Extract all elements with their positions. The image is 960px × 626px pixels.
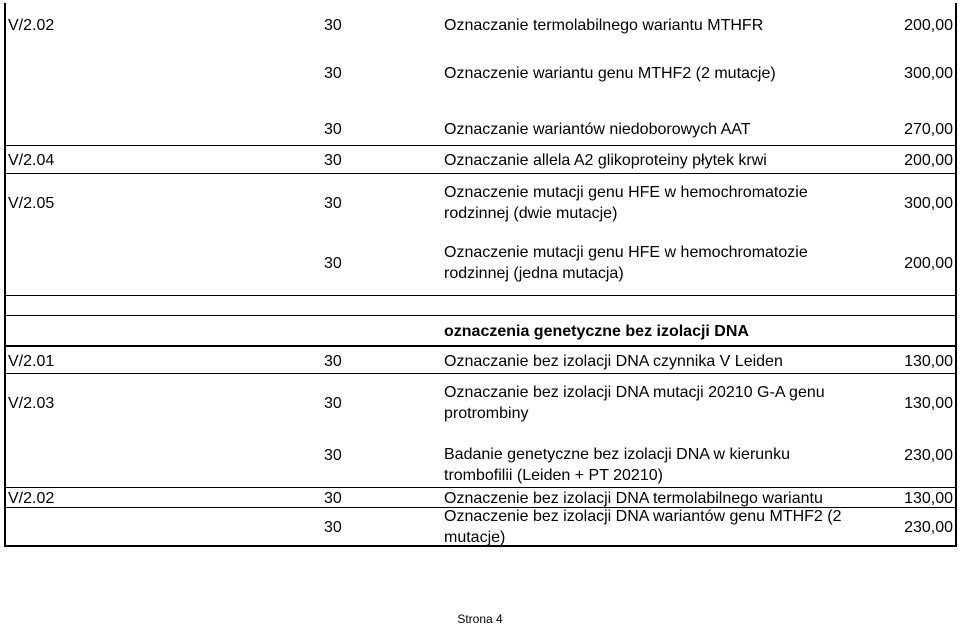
table-row	[6, 173, 955, 232]
table-row	[6, 113, 955, 145]
desc-cell: Oznaczenie mutacji genu HFE w hemochromatozie rodzinnej (dwie mutacje)	[444, 184, 808, 222]
code-cell: V/2.02	[8, 17, 55, 34]
table-row	[6, 3, 955, 48]
qty-cell: 30	[324, 151, 342, 169]
code-cell: V/2.04	[8, 151, 55, 169]
desc-cell: Oznaczenie bez izolacji DNA termolabilnego wariantu	[444, 489, 823, 507]
qty-cell: 30	[324, 194, 342, 212]
desc-cell: Oznaczanie termolabilnego wariantu MTHFR	[444, 17, 764, 34]
price-cell: 300,00	[904, 65, 953, 82]
qty-cell: 30	[324, 65, 342, 82]
table-row	[6, 295, 955, 316]
price-cell: 230,00	[904, 518, 953, 536]
table-row	[6, 443, 955, 487]
price-table	[4, 3, 957, 547]
price-cell: 130,00	[904, 352, 953, 370]
qty-cell: 30	[324, 394, 342, 412]
table-row	[6, 373, 955, 432]
price-cell: 200,00	[904, 17, 953, 34]
table-row	[6, 48, 955, 99]
price-cell: 270,00	[904, 120, 953, 138]
code-cell: V/2.01	[8, 352, 55, 370]
code-cell: V/2.02	[8, 489, 55, 507]
desc-cell: Oznaczanie wariantów niedoborowych AAT	[444, 120, 751, 138]
qty-cell: 30	[324, 518, 342, 536]
code-cell: V/2.05	[8, 194, 55, 212]
desc-cell: Badanie genetyczne bez izolacji DNA w kierunku trombofilii (Leiden + PT 20210)	[444, 446, 790, 484]
table-row	[6, 145, 955, 174]
qty-cell: 30	[324, 17, 342, 34]
desc-cell: Oznaczenie wariantu genu MTHF2 (2 mutacje)	[444, 65, 776, 82]
qty-cell: 30	[324, 120, 342, 138]
price-cell: 130,00	[904, 489, 953, 507]
table-row	[6, 487, 955, 508]
page-footer: Strona 4	[457, 612, 503, 626]
price-cell: 230,00	[904, 446, 953, 464]
desc-cell: Oznaczanie allela A2 glikoproteiny płytek krwi	[444, 151, 767, 169]
table-row	[6, 231, 955, 295]
code-cell: V/2.03	[8, 394, 55, 412]
section-row	[6, 315, 955, 346]
price-cell: 200,00	[904, 254, 953, 272]
desc-cell: Oznaczanie bez izolacji DNA czynnika V Leiden	[444, 352, 783, 370]
qty-cell: 30	[324, 352, 342, 370]
qty-cell: 30	[324, 489, 342, 507]
desc-cell: Oznaczenie bez izolacji DNA wariantów genu MTHF2 (2 mutacje)	[444, 508, 842, 546]
desc-cell: Oznaczenie mutacji genu HFE w hemochromatozie rodzinnej (jedna mutacja)	[444, 244, 808, 282]
qty-cell: 30	[324, 254, 342, 272]
qty-cell: 30	[324, 446, 342, 464]
price-cell: 300,00	[904, 194, 953, 212]
section-heading: oznaczenia genetyczne bez izolacji DNA	[444, 322, 749, 340]
table-row	[6, 345, 955, 375]
desc-cell: Oznaczanie bez izolacji DNA mutacji 20210 G-A genu protrombiny	[444, 384, 825, 422]
table-row	[6, 507, 955, 546]
price-cell: 200,00	[904, 151, 953, 169]
price-cell: 130,00	[904, 394, 953, 412]
